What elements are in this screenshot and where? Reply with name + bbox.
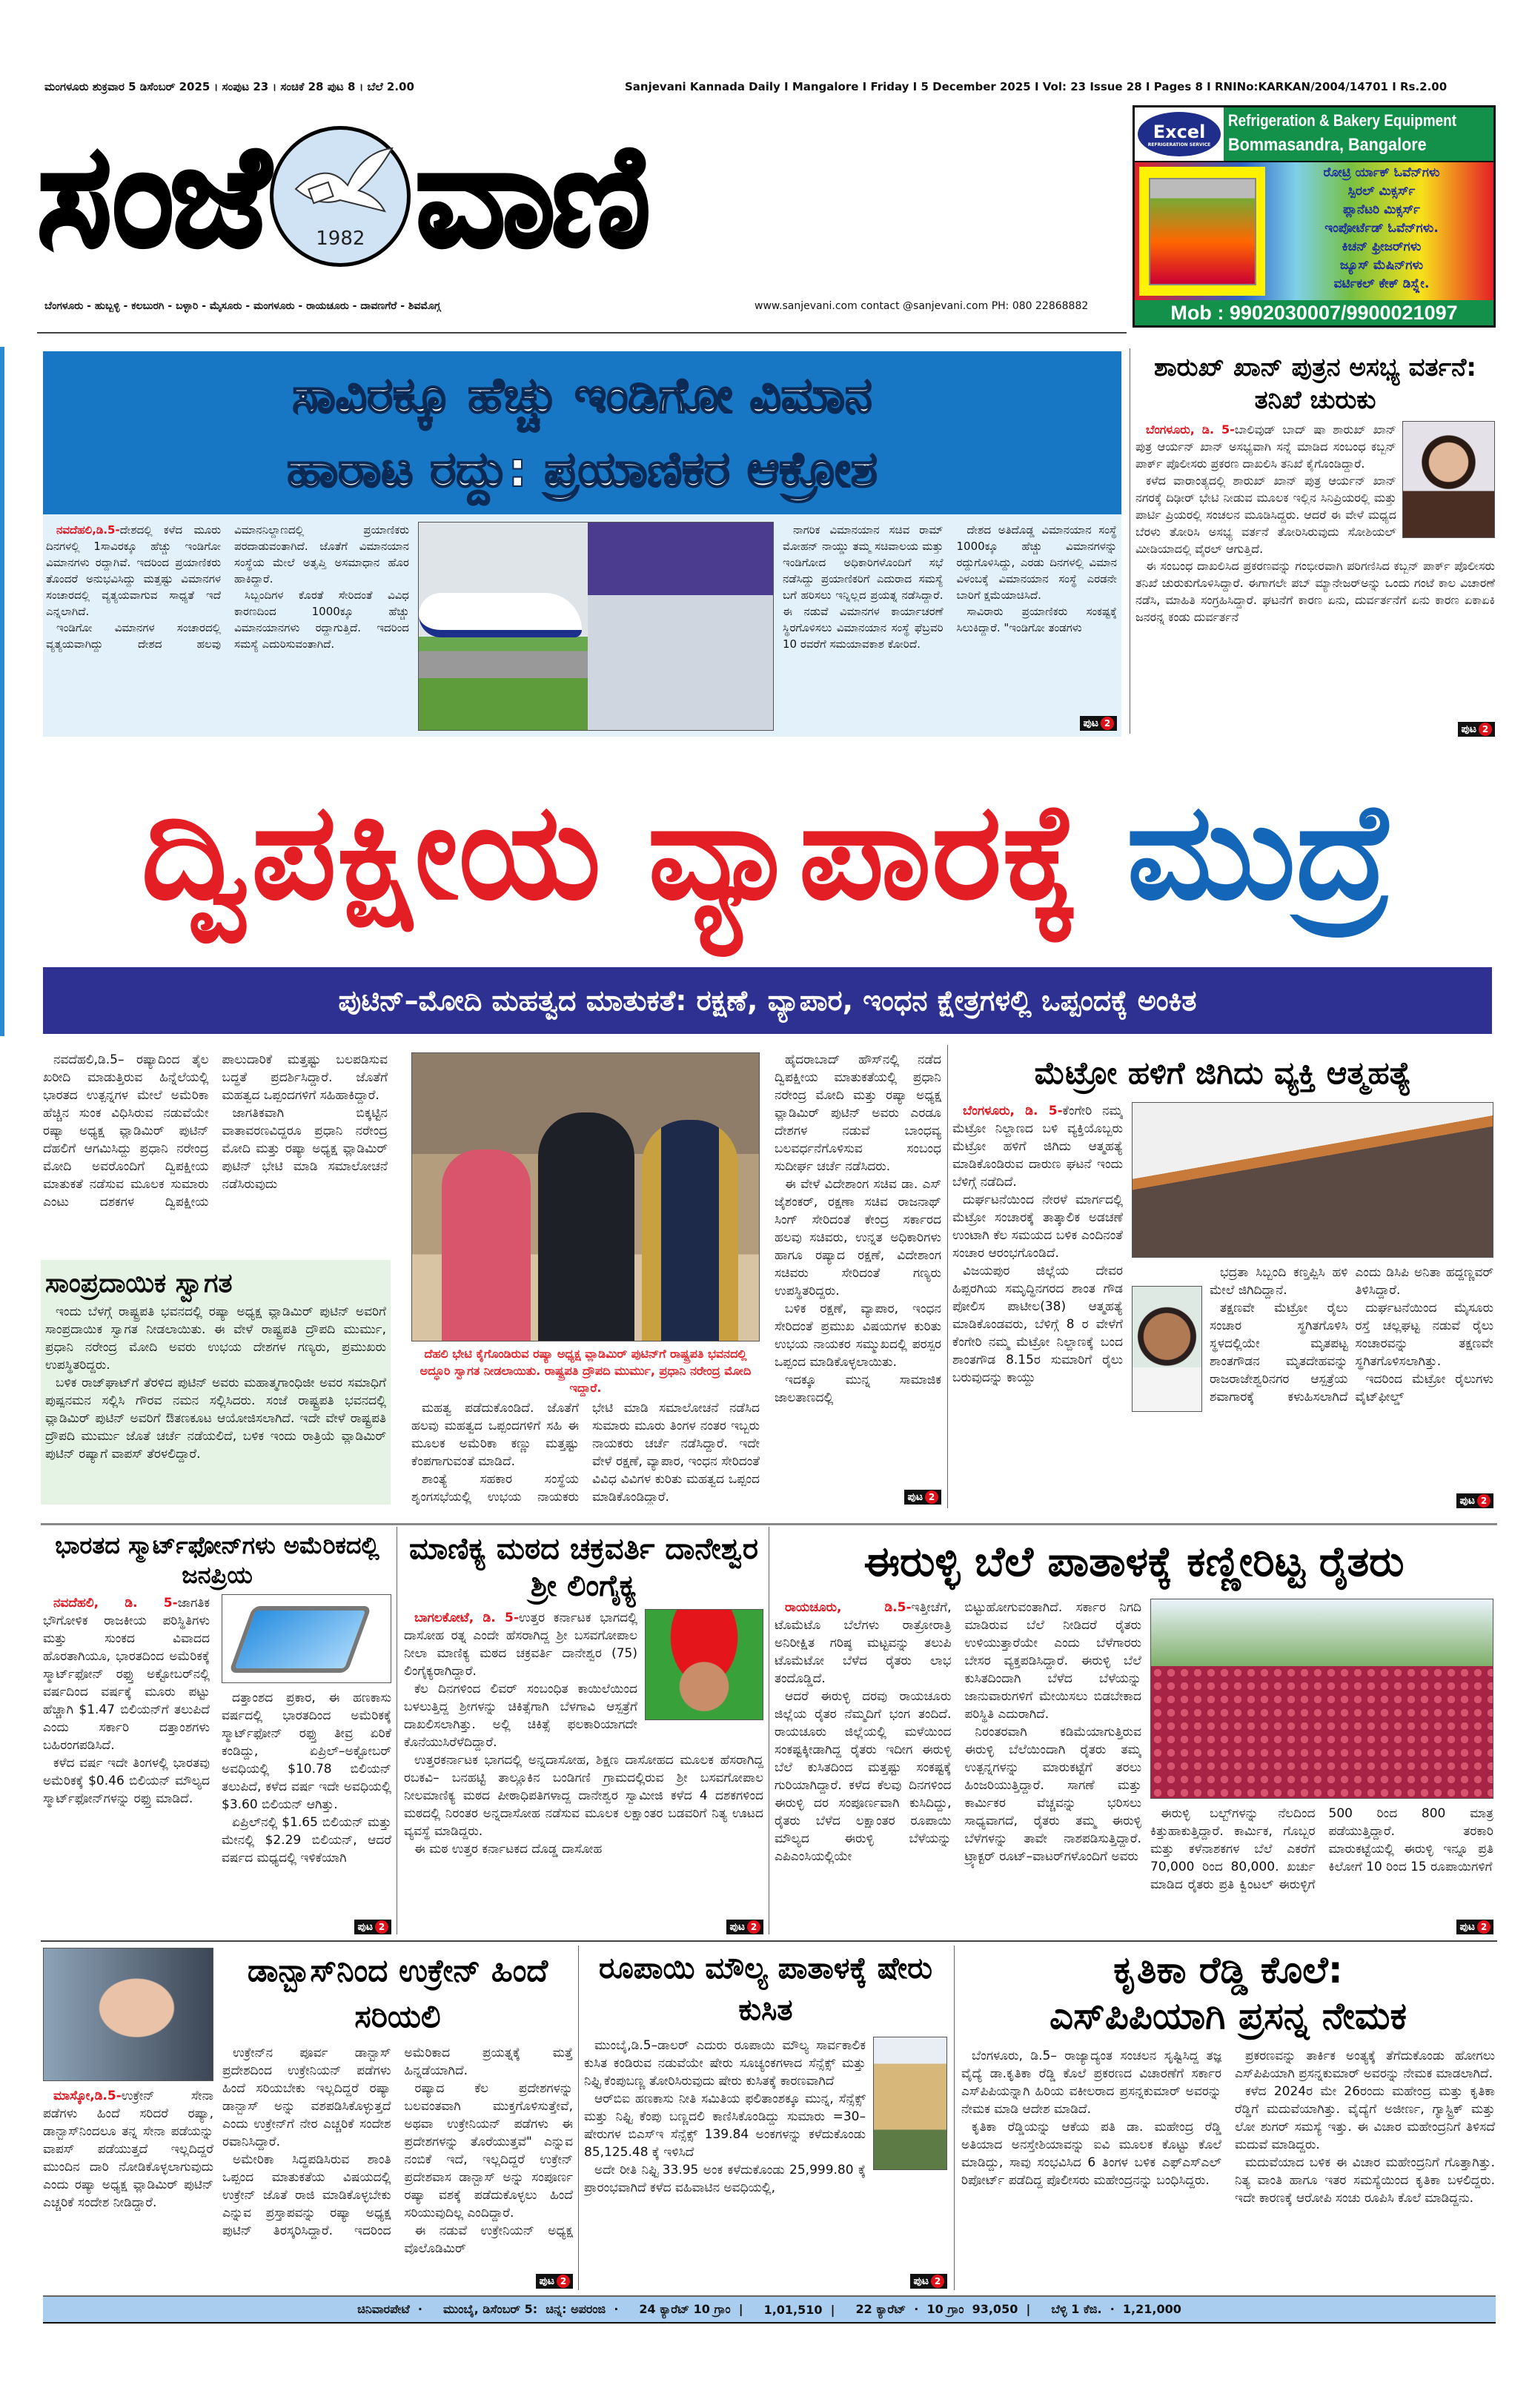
paragraph-text: ಈ ಮಠ ಉತ್ತರ ಕರ್ನಾಟಕದ ದೊಡ್ಡ ದಾಸೋಹ [414, 1842, 603, 1857]
paragraph [952, 1102, 1123, 1191]
paragraph-text: ಕಳೆದ ವರ್ಷ ಇದೇ ತಿಂಗಳಲ್ಲಿ ಭಾರತವು ಅಮೆರಿಕಕ್ಕೆ $0.46 ಬಿಲಿಯನ್ ಮೌಲ್ಯದ ಸ್ಮಾರ್ಟ್‌ಫೋನ್‌ಗಳನ್ನು ರಫ್ತು ಮಾಡಿದೆ. [43, 1756, 210, 1806]
putin-photo [43, 1948, 213, 2081]
paragraph [775, 1371, 941, 1407]
metro-body-1 [952, 1102, 1123, 1508]
list-item: ಕಿಚನ್ ಫ್ರೀಜರ್‌ಗಳು [1342, 239, 1422, 254]
seer-headline: ಮಾಣಿಕ್ಯ ಮಠದ ಚಕ್ರವರ್ತಿ ದಾನೇಶ್ವರ ಶ್ರೀ ಲಿಂಗೈಕ್ಯ [409, 1532, 758, 1603]
continued-page-link[interactable]: ಪುಟ 2 [1456, 1493, 1493, 1508]
paragraph [1150, 1805, 1493, 1894]
kritika-headline-2: ಎಸ್‌ಪಿಪಿಯಾಗಿ ಪ್ರಸನ್ನ ನೇಮಕ [1049, 1994, 1407, 2037]
paragraph-text: ಇಂದು ಬೆಳಗ್ಗೆ ರಾಷ್ಟ್ರಪತಿ ಭವನದಲ್ಲಿ ರಷ್ಯಾ ಅಧ್ಯಕ್ಷ ವ್ಲಾಡಿಮಿರ್ ಪುಟಿನ್ ಅವರಿಗೆ ಸಾಂಪ್ರದಾಯಿಕ ಸ್ವಾಗತ ನೀಡಲಾಯಿತು. ಈ ವೇಳೆ ರಾಷ್ಟ್ರಪತಿ ದ್ರೌಪದಿ ಮುರ್ಮು, ಪ್ರಧಾನಿ ನರೇಂದ್ರ ಮೋದಿ ಅವರು ಉಭಯ ದೇಶಗಳ ಗಣ್ಯರು, ಪ್ರಮುಖರು ಉಪಸ್ಥಿತರಿದ್ದರು. [45, 1304, 386, 1373]
paragraph-text: ಜಾಗತಿಕ ಭೌಗೋಳಿಕ ರಾಜಕೀಯ ಪರಿಸ್ಥಿತಿಗಳು ಮತ್ತು ಸುಂಕದ ವಿವಾದದ ಹೊರತಾಗಿಯೂ, ಭಾರತದಿಂದ ಅಮೆರಿಕಕ್ಕೆ ಸ್ಮಾರ್ಟ್‌ಫೋನ್ ರಫ್ತು ಅಕ್ಟೋಬರ್‌ನಲ್ಲಿ ವರ್ಷದಿಂದ ವರ್ಷಕ್ಕೆ ಮೂರು ಪಟ್ಟು ಹೆಚ್ಚಾಗಿ $1.47 ಬಿಲಿಯನ್‌ಗೆ ತಲುಪಿದೆ ಎಂದು ಸರ್ಕಾರಿ ದತ್ತಾಂಶಗಳು ಬಹಿರಂಗಪಡಿಸಿದೆ. [43, 1596, 210, 1753]
seer-photo [645, 1609, 763, 1720]
paragraph-text: ಉಕ್ರೇನ್ ಸೇನಾ ಪಡೆಗಳು ಹಿಂದೆ ಸರಿದರೆ ರಷ್ಯಾ, ಡಾನ್ಬಾಸ್‌ನಿಂದಲೂ ತನ್ನ ಸೇನಾ ಪಡೆಯನ್ನು ವಾಪಸ್ ಪಡೆಯುತ್ತದೆ ಇಲ್ಲದಿದ್ದರೆ ಮುಂದಿನ ದಾರಿ ನೋಡಿಕೊಳ್ಳಲಾಗುವುದು ಎಂದು ರಷ್ಯಾ ಅಧ್ಯಕ್ಷ ವ್ಲಾಡಿಮಿರ್ ಪುಟಿನ್ ಎಚ್ಚರಿಕೆ ಸಂದೇಶ ನೀಡಿದ್ದಾರೆ. [43, 2089, 213, 2210]
ad-location: Bommasandra, Bangalore [1228, 135, 1427, 155]
paragraph [965, 1723, 1142, 1865]
masthead-logo [37, 104, 646, 289]
list-item: ಮುಂಬೈ, ಡಿಸೆಂಬರ್ 5: ಚಿನ್ನ: ಅಪರಂಜಿ · [442, 2302, 619, 2316]
paragraph [1235, 2047, 1495, 2083]
paragraph [234, 587, 409, 652]
contact-info: www.sanjevani.com contact @sanjevani.com PH: 080 22868882 [755, 300, 1089, 312]
box-title: ಸಾಂಪ್ರದಾಯಿಕ ಸ್ವಾಗತ [45, 1268, 233, 1298]
paragraph-text: ಇತ್ತೀಚೆಗೆ, ಟೊಮೆಟೊ ಬೆಲೆಗಳು ರಾತ್ರೋರಾತ್ರಿ ಅನಿರೀಕ್ಷಿತ ಗರಿಷ್ಠ ಮಟ್ಟವನ್ನು ತಲುಪಿ ಟೊಮೆಟೋ ಬೆಳೆದ ರೈತರು ಲಾಭ ತಂದೊಡ್ಡಿದೆ. [775, 1600, 952, 1686]
ad-product-image [1139, 167, 1265, 296]
paragraph-text: ಕೆಂಗೇರಿ ನಮ್ಮ ಮೆಟ್ರೋ ನಿಲ್ದಾಣದ ಬಳಿ ವ್ಯಕ್ತಿಯೊಬ್ಬರು ಮೆಟ್ರೋ ಹಳಿಗೆ ಜಿಗಿದು ಆತ್ಮಹತ್ಯೆ ಮಾಡಿಕೊಂಡಿರುವ ದಾರುಣ ಘಟನೆ ಇಂದು ಬೆಳಿಗ್ಗೆ ನಡೆದಿದೆ. [952, 1104, 1123, 1190]
paragraph-text: ವಿಜಯಪುರ ಜಿಲ್ಲೆಯ ದೇವರ ಹಿಪ್ಪರಗಿಯ ಸಮೃದ್ಧಿನಗರದ ಶಾಂತ ಗೌಡ ಪೋಲಿಸ ಪಾಟೀಲ(38) ಆತ್ಮಹತ್ಯೆ ಮಾಡಿಕೊಂಡವರು, ಬೆಳಿಗ್ಗೆ 8 ರ ವೇಳೆಗೆ ಕೆಂಗೇರಿ ನಮ್ಮ ಮೆಟ್ರೋ ನಿಲ್ದಾಣಕ್ಕೆ ಬಂದ ಶಾಂತಗೌಡ 8.15ರ ಸುಮಾರಿಗೆ ರೈಲು ಬರುವುದನ್ನು ಕಾಯ್ದು [952, 1264, 1123, 1385]
paragraph [43, 1594, 210, 1754]
paragraph-text: ಆರ್‌ಬಿಐ ಹಣಕಾಸು ನೀತಿ ಸಮಿತಿಯ ಫಲಿತಾಂಶಕ್ಕೂ ಮುನ್ನ, ಸೆನ್ಸೆಕ್ಸ್ ಮತ್ತು ನಿಫ್ಟಿ ಕೆಂಪು ಬಣ್ಣದಲಿ ಕಾಣಿಸಿಕೊಂಡಿದ್ದು ಸುಮಾರು =30–ಷೇರುಗಳ ಬಿಎಸ್‌ಇ ಸೆನ್ಸೆಕ್ಸ್ 139.84 ಅಂಕಗಳನ್ನು ಕಳೆದುಕೊಂಡು 85,125.48 ಕ್ಕೆ ಇಳಿಸಿದೆ [584, 2092, 866, 2160]
onion-story [775, 1530, 1493, 1934]
ad-brand-sub: REFRIGERATION SERVICE [1147, 142, 1211, 147]
paragraph-text: ಇದರಿಂದ ಮೆಟ್ರೋ ರೈಲುಗಳು ವೈಟ್‌ಫೀಲ್ಡ್ [1355, 1372, 1493, 1404]
list-item: ಬೆಳ್ಳಿ 1 ಕೆಜಿ. · 1,21,000 [1051, 2302, 1181, 2316]
paragraph [957, 522, 1118, 603]
paragraph [1356, 1370, 1494, 1406]
paragraph-text: ಬಳಿಕ ರಕ್ಷಣೆ, ವ್ಯಾಪಾರ, ಇಂಧನ ಸೇರಿದಂತೆ ಪ್ರಮುಖ ವಿಷಯಗಳ ಕುರಿತು ಉಭಯ ನಾಯಕರ ಸಮ್ಮುಖದಲ್ಲಿ ಪರಸ್ಪರ ಒಪ್ಪಂದ ಮಾಡಿಕೊಳ್ಳಲಾಯಿತು. [775, 1301, 941, 1370]
indigo-headline-1: ಸಾವಿರಕ್ಕೂ ಹೆಚ್ಚು ಇಂಡಿಗೋ ವಿಮಾನ [292, 367, 872, 424]
srk-headline: ಶಾರುಖ್ ಖಾನ್ ಪುತ್ರನ ಅಸಭ್ಯ ವರ್ತನೆ: ತನಿಖೆ ಚುರುಕು [1154, 353, 1476, 415]
rupee-headline: ರೂಪಾಯಿ ಮೌಲ್ಯ ಪಾತಾಳಕ್ಕೆ ಷೇರು ಕುಸಿತ [599, 1951, 932, 2027]
paragraph [961, 2118, 1221, 2189]
paragraph-text: ರಷ್ಯಾದ ಕೆಲ ಪ್ರದೇಶಗಳನ್ನು ಬಲವಂತವಾಗಿ ಮುಕ್ತಗೊಳಿಸುತ್ತೇವೆ, ಅಥವಾ ಉಕ್ರೇನಿಯನ್ ಪಡೆಗಳು ಈ ಪ್ರದೇಶಗಳನ್ನು ತೊರೆಯುತ್ತವೆ" ಎನ್ನುವ ನಂಬಿಕೆ ಇದೆ, ಇಲ್ಲದಿದ್ದರೆ ಉಕ್ರೇನ್ ಪ್ರದೇಶವಾಸ ಡಾನ್ಬಾಸ್ ಅನ್ನು ಸಂಪೂರ್ಣ ರಷ್ಯಾ ವಶಕ್ಕೆ ಪಡೆದುಕೊಳ್ಳಲು ಹಿಂದೆ ಸರಿಯುವುದಿಲ್ಲ ಎಂದಿದ್ದಾರೆ. [404, 2081, 573, 2220]
logo-part-1: ಸಂಜೆ [37, 114, 266, 278]
paragraph [957, 603, 1118, 636]
smartphones-body-2 [222, 1683, 391, 1917]
paragraph-text: ಕೆಲ ದಿನಗಳಿಂದ ಲಿವರ್ ಸಂಬಂಧಿತ ಕಾಯಿಲೆಯಿಂದ ಬಳಲುತ್ತಿದ್ದ ಶ್ರೀಗಳನ್ನು ಚಿಕಿತ್ಸೆಗಾಗಿ ಬೆಳಗಾವಿ ಆಸ್ಪತ್ರೆಗೆ ದಾಖಲಿಸಲಾಗಿತ್ತು. ಅಲ್ಲಿ ಚಿಕಿತ್ಸೆ ಫಲಕಾರಿಯಾಗದೇ ಕೊನೆಯುಸಿರೆಳೆದಿದ್ದಾರೆ. [404, 1682, 637, 1750]
traditional-welcome-box [41, 1260, 391, 1505]
list-item: 22 ಕ್ಯಾರೆಟ್ · 10 ಗ್ರಾಂ 93,050 | [855, 2302, 1031, 2316]
paragraph-text: ಕಳೆದ ವಾರಾಂತ್ಯದಲ್ಲಿ ಶಾರುಖ್ ಖಾನ್ ಪುತ್ರ ಆರ್ಯನ್ ಖಾನ್ ನಗರಕ್ಕೆ ದಿಢೀರ್ ಭೇಟಿ ನೀಡುವ ಮೂಲಕ ಇಲ್ಲಿನ ಸಿನಿಪ್ರಿಯರಲ್ಲಿ ಮತ್ತು ಪಾರ್ಟಿ ಪ್ರಿಯರಲ್ಲಿ ಸಂಚಲನ ಮೂಡಿಸಿದ್ದರು. ಆದರೆ ಈ ವೇಳೆ ಮಧ್ಯದ ಬೆರಳು ತೋರಿಸಿ ಅಸಭ್ಯ ವರ್ತನೆ ತೋರಿಸಿರುವುದು ಸೋಶಿಯಲ್ ಮೀಡಿಯಾದಲ್ಲಿ ವೈರಲ್ ಆಗುತ್ತಿದೆ. [1135, 474, 1396, 556]
paragraph-text: ಮದುವೆಯಾದ ಬಳಿಕ ಈ ವಿಚಾರ ಮಹೇಂದ್ರನಿಗೆ ಗೊತ್ತಾಗಿತ್ತು. ನಿತ್ಯ ವಾಂತಿ ಹಾಗೂ ಇತರ ಸಮಸ್ಯೆಯಿಂದ ಕೃತಿಕಾ ಬಳಲಿದ್ದರು. ಇದೇ ಕಾರಣಕ್ಕೆ ಆರೋಪಿ ಸಂಚು ರೂಪಿಸಿ ಕೊಲೆ ಮಾಡಿದ್ದನು. [1235, 2155, 1495, 2206]
smartphones-story [43, 1530, 391, 1934]
indigo-headline-2: ಹಾರಾಟ ರದ್ದು: ಪ್ರಯಾಣಿಕರ ಆಕ್ರೋಶ [287, 441, 878, 498]
advertisement-excel[interactable] [1133, 105, 1496, 328]
lead-headline [37, 749, 1497, 960]
paragraph-text: ಅದೇ ರೀತಿ ನಿಫ್ಟಿ 33.95 ಅಂಕ ಕಳೆದುಕೊಂಡು 25,999.80 ಕ್ಕೆ ಪ್ರಾರಂಭವಾಗಿದೆ ಕಳೆದ ವಹಿವಾಟಿನ ಅವಧಿಯಲ್ಲಿ, [584, 2163, 866, 2195]
continued-page-link[interactable]: ಪುಟ 2 [910, 2274, 947, 2289]
gold-rate-bar [43, 2295, 1496, 2324]
paragraph-text: ನವದೆಹಲಿ,ಡಿ.5– ರಷ್ಯಾದಿಂದ ತೈಲ ಖರೀದಿ ಮಾಡುತ್ತಿರುವ ಹಿನ್ನೆಲೆಯಲ್ಲಿ ಭಾರತದ ಉತ್ಪನ್ನಗಳ ಮೇಲೆ ಅಮೆರಿಕಾ ಹೆಚ್ಚಿನ ಸುಂಕ ವಿಧಿಸಿರುವ ನಡುವೆಯೇ ರಷ್ಯಾ ಅಧ್ಯಕ್ಷ ವ್ಲಾಡಿಮಿರ್ ಪುಟಿನ್ ದೆಹಲಿಗೆ ಆಗಮಿಸಿದ್ದು ಪ್ರಧಾನಿ ನರೇಂದ್ರ ಮೋದಿ ಅವರೊಂದಿಗೆ ದ್ವಿಪಕ್ಷೀಯ ಮಾತುಕತೆ ನಡೆಸುವ ಮೂಲಕ ಸುಮಾರು ಎಂಟು ದಶಕಗಳ ದ್ವಿಪಕ್ಷೀಯ ಪಾಲುದಾರಿಕೆ ಮತ್ತಷ್ಟು ಬಲಪಡಿಸುವ ಬದ್ಧತೆ ಪ್ರದರ್ಶಿಸಿದ್ದಾರೆ. ಜೊತೆಗೆ ಮಹತ್ವದ ಒಪ್ಪಂದಗಳಿಗೆ ಸಹಿಹಾಕಿದ್ದಾರೆ. [43, 1052, 388, 1210]
paragraph [1235, 2154, 1495, 2207]
dateline: ನವದೆಹಲಿ, ಡಿ. 5- [53, 1596, 178, 1611]
aryan-khan-photo [1402, 421, 1495, 538]
paragraph-text: ಉತ್ತರಕರ್ನಾಟಕ ಭಾಗದಲ್ಲಿ ಅನ್ನದಾಸೋಹ, ಶಿಕ್ಷಣ ದಾಸೋಹದ ಮೂಲಕ ಹೆಸರಾಗಿದ್ದ ರಬಕವಿ– ಬನಹಟ್ಟಿ ತಾಲ್ಲೂಕಿನ ಬಂಡಿಗಣಿ ಗ್ರಾಮದಲ್ಲಿರುವ ಶ್ರೀ ಬಸವಗೋಪಾಲ ನೀಲಮಾಣಿಕ್ಯ ಮಠದ ಪೀಠಾಧಿಪತಿಗಳಾದ್ದ ದಾನೇಶ್ವರ ಸ್ವಾಮೀಜಿ ಕಳೆದ 4 ದಶಕಗಳಿಂದ ಮಠದಲ್ಲಿ ನಿರಂತರ ಅನ್ನದಾಸೋಹ ನಡೆಸುವ ಮೂಲಕ ಲಕ್ಷಾಂತರ ಬಡವರಿಗೆ ನಿತ್ಯ ಊಟದ ವ್ಯವಸ್ಥೆ ಮಾಡಿದ್ದರು. [404, 1753, 763, 1839]
paragraph-text: ಕೃತಿಕಾ ರೆಡ್ಡಿಯನ್ನು ಆಕೆಯ ಪತಿ ಡಾ. ಮಹೇಂದ್ರ ರೆಡ್ಡಿ ಅತಿಯಾದ ಅನಸ್ತೇಶಿಯಾವನ್ನು ಐವಿ ಮೂಲಕ ಕೊಟ್ಟು ಕೊಲೆ ಮಾಡಿದ್ದು, ಸಾವು ಸಂಭವಿಸಿದ 6 ತಿಂಗಳ ಬಳಿಕ ಎಫ್‌ಎಸ್‌ಎಲ್ ರಿಪೋರ್ಟ್ ಪಡೆದಿದ್ದ ಪೊಲೀಸರು ಮಹೇಂದ್ರನನ್ನು ಬಂಧಿಸಿದ್ದರು. [961, 2120, 1221, 2188]
paragraph-text: ಈರುಳ್ಳಿ ಬಲ್ಬ್‌ಗಳನ್ನು ನೆಲದಿಂದ ಕಿತ್ತುಹಾಕುತ್ತಿದ್ದಾರೆ. ಕಾರ್ಮಿಕ, ಗೊಬ್ಬರ ಮತ್ತು ಕಳೆನಾಶಕಗಳ ಬೆಲೆ ಎಕರೆಗೆ 70,000 ರಿಂದ 80,000. ಖರ್ಚು ಮಾಡಿದ ರೈತರು ಪ್ರತಿ ಕ್ವಿಂಟಲ್ ಈರುಳ್ಳಿಗೆ 500 ರಿಂದ 800 ಮಾತ್ರ ಪಡೆಯುತ್ತಿದ್ದಾರೆ. ತರಕಾರಿ ಮಾರುಕಟ್ಟೆಯಲ್ಲಿ ಈರುಳ್ಳಿ ಇನ್ನೂ ಪ್ರತಿ ಕಿಲೋಗೆ 10 ರಿಂದ 15 ರೂಪಾಯಿಗಳಿಗೆ [1150, 1806, 1493, 1892]
paragraph [45, 1374, 386, 1463]
paragraph-text: ಭದ್ರತಾ ಸಿಬ್ಬಂದಿ ಕಣ್ತಪ್ಪಿಸಿ ಹಳಿ ಮೇಲೆ ಜಿಗಿದಿದ್ದಾನೆ. [1210, 1265, 1348, 1298]
dateline: ಬೆಂಗಳೂರು, ಡಿ. 5- [963, 1104, 1063, 1118]
paragraph [46, 522, 221, 620]
paragraph [222, 1689, 391, 1814]
metro-body-2 [1210, 1264, 1493, 1491]
paragraph [783, 522, 944, 652]
seer-story [404, 1530, 763, 1934]
paragraph [404, 1840, 763, 1858]
kritika-body [961, 2047, 1495, 2289]
paragraph [222, 2044, 391, 2151]
paragraph-text: ಬಾಲಿವುಡ್ ಬಾದ್ ಷಾ ಶಾರುಖ್ ಖಾನ್ ಪುತ್ರ ಆರ್ಯನ್ ಖಾನ್ ಅಸಭ್ಯವಾಗಿ ಸನ್ನೆ ಮಾಡಿದ ಸಂಬಂಧ ಕಬ್ಬನ್ ಪಾರ್ಕ್ ಪೊಲೀಸರು ಪ್ರಕರಣ ದಾಖಲಿಸಿ ತನಿಖೆ ಕೈಗೊಂಡಿದ್ದಾರೆ. [1135, 422, 1396, 471]
paragraph [775, 1051, 941, 1175]
lead-subheadline: ಪುಟಿನ್–ಮೋದಿ ಮಹತ್ವದ ಮಾತುಕತೆ: ರಕ್ಷಣೆ, ವ್ಯಾಪಾರ, ಇಂಧನ ಕ್ಷೇತ್ರಗಳಲ್ಲಿ ಒಪ್ಪಂದಕ್ಕೆ ಅಂಕಿತ [43, 967, 1492, 1034]
list-item: ಸ್ಪಿರಲ್ ಮಿಕ್ಸರ್ಸ್ [1347, 184, 1416, 199]
founding-year: 1982 [316, 228, 365, 250]
bse-building-photo [873, 2037, 947, 2170]
lead-body-3 [775, 1051, 941, 1487]
metro-station-crowd-photo [1132, 1102, 1493, 1258]
paragraph-text: ಇಂಡಿಗೋ ವಿಮಾನಗಳ ಸಂಚಾರದಲ್ಲಿ ವ್ಯತ್ಯಯವಾಗಿದ್ದು ದೇಶದ ಹಲವು ವಿಮಾನನಿಲ್ದಾಣದಲ್ಲಿ ಪ್ರಯಾಣಿಕರು ಪರದಾಡುವಂತಾಗಿದೆ. ಜೊತೆಗೆ ವಿಮಾನಯಾನ ಸಂಸ್ಥೆಯ ಮೇಲೆ ಅತೃಪ್ತಿ ಅಸಮಾಧಾನ ಹೊರ ಹಾಕಿದ್ದಾರೆ. [46, 523, 409, 651]
smartphone-photo [222, 1594, 391, 1683]
paragraph-text: ಇದಕ್ಕೂ ಮುನ್ನ ಸಾಮಾಜಿಕ ಜಾಲತಾಣದಲ್ಲಿ [775, 1373, 941, 1405]
paragraph-text: ಈ ವೇಳೆ ವಿದೇಶಾಂಗ ಸಚಿವ ಡಾ. ಎಸ್ ಜೈಶಂಕರ್, ರಕ್ಷಣಾ ಸಚಿವ ರಾಜನಾಥ್ ಸಿಂಗ್ ಸೇರಿದಂತೆ ಕೇಂದ್ರ ಸರ್ಕಾರದ ಹಲವು ಸಚಿವರು, ಉನ್ನತ ಅಧಿಕಾರಿಗಳು ಹಾಗೂ ರಷ್ಯಾದ ರಕ್ಷಣೆ, ವಿದೇಶಾಂಗ ಸಚಿವರು ಸೇರಿದಂತೆ ಗಣ್ಯರು ಉಪಸ್ಥಿತರಿದ್ದರು. [775, 1177, 941, 1298]
paragraph-text: ಉಕ್ರೇನ್‌ನ ಪೂರ್ವ ಡಾನ್ಬಾಸ್ ಪ್ರದೇಶದಿಂದ ಉಕ್ರೇನಿಯನ್ ಪಡೆಗಳು ಹಿಂದೆ ಸರಿಯಬೇಕು ಇಲ್ಲದಿದ್ದರೆ ರಷ್ಯಾ ಡಾನ್ಬಾಸ್ ಅನ್ನು ವಶಪಡಿಸಿಕೊಳ್ಳುತ್ತದೆ ಎಂದು ಉಕ್ರೇನ್‌ಗೆ ನೇರ ಎಚ್ಚರಿಕೆ ಸಂದೇಶ ರವಾನಿಸಿದ್ದಾರೆ. [222, 2046, 391, 2149]
continued-page-link[interactable]: ಪುಟ 2 [1080, 716, 1117, 731]
ad-brand: Excel [1153, 121, 1206, 142]
continued-page-link[interactable]: ಪುಟ 2 [1456, 1920, 1493, 1934]
continued-page-link[interactable]: ಪುಟ 2 [354, 1920, 391, 1934]
indigo-headline-banner [43, 351, 1121, 514]
srk-story [1135, 351, 1495, 737]
paragraph-text: ದೇಶದಲ್ಲಿ ಕಳೆದ ಮೂರು ದಿನಗಳಲ್ಲಿ 1ಸಾವಿರಕ್ಕೂ ಹೆಚ್ಚು ಇಂಡಿಗೋ ವಿಮಾನಗಳು ರದ್ದಾಗಿವೆ. ಇದರಿಂದ ಪ್ರಯಾಣಿಕರು ತೊಂದರೆ ಅನುಭವಿಸಿದ್ದು ಮತ್ತಷ್ಟು ವಿಮಾನಗಳ ಸಂಚಾರದಲ್ಲಿ ವ್ಯತ್ಯಯವಾಗುವ ಸಾಧ್ಯತೆ ಇದೆ ಎನ್ನಲಾಗಿದೆ. [46, 523, 221, 618]
paragraph-text: ಬಳಿಕ ರಾಜ್‌ಘಾಟ್‌ಗೆ ತೆರಳಿದ ಪುಟಿನ್ ಅವರು ಮಹಾತ್ಮಗಾಂಧಿಜೀ ಅವರ ಸಮಾಧಿಗೆ ಪುಷ್ಪನಮನ ಸಲ್ಲಿಸಿ ಗೌರವ ನಮನ ಸಲ್ಲಿಸಿದರು. ಸಂಜೆ ರಾಷ್ಟ್ರಪತಿ ಭವನದಲ್ಲಿ ವ್ಲಾಡಿಮಿರ್ ಪುಟಿನ್ ಅವರಿಗೆ ಔತಣಕೂಟ ಆಯೋಜಿಸಲಾಗಿದೆ. ಇದೇ ವೇಳೆ ರಾಷ್ಟ್ರಪತಿ ದ್ರೌಪದಿ ಮುರ್ಮು ಜೊತೆ ಚರ್ಚೆ ನಡೆಯಲಿದೆ, ಬಳಿಕ ಇಂದು ರಾತ್ರಿಯೆ ವ್ಲಾಡಿಮಿರ್ ಪುಟಿನ್ ರಷ್ಯಾಗೆ ವಾಪಸ್ ತೆರಳಲಿದ್ದಾರೆ. [45, 1376, 386, 1462]
dateline: ನವದೆಹಲಿ,ಡಿ.5- [56, 523, 120, 537]
indigo-body-left [46, 522, 409, 731]
dateline: ಮಾಸ್ಕೋ,ಡಿ.5- [53, 2089, 122, 2103]
box-body [45, 1303, 386, 1500]
paragraph [405, 2080, 574, 2222]
paragraph-text: ಕಳೆದ 2024ರ ಮೇ 26ರಂದು ಮಹೇಂದ್ರ ಮತ್ತು ಕೃತಿಕಾ ರೆಡ್ಡಿಗೆ ಮದುವೆಯಾಗಿತ್ತು. ವೈದ್ಯೆಗೆ ಅಜೀರ್ಣ, ಗ್ಯಾಸ್ಟ್ರಿಕ್ ಮತ್ತು ಲೋ ಶುಗರ್ ಸಮಸ್ಯೆ ಇತ್ತು. ಈ ವಿಚಾರ ಮಹೇಂದ್ರನಿಗೆ ತಿಳಿಸದೆ ಮದುವೆ ಮಾಡಿದ್ದರು. [1235, 2084, 1495, 2152]
paragraph-text: ನಾಗರಿಕ ವಿಮಾನಯಾನ ಸಚಿವ ರಾಮ್ ಮೋಹನ್ ನಾಯ್ಡು ತಮ್ಮ ಸಚಿವಾಲಯ ಮತ್ತು ಇಂಡಿಗೋದ ಅಧಿಕಾರಿಗಳೊಂದಿಗೆ ಸಭೆ ನಡೆಸಿದ್ದು ಪ್ರಯಾಣಿಕರಿಗೆ ಎದುರಾದ ಸಮಸ್ಯೆ ಬಗೆ ಹರಿಸಲು ಇನ್ನಿಲ್ಲದ ಪ್ರಯತ್ನ ನಡೆಸಿದ್ದಾರೆ. ಈ ನಡುವೆ ವಿಮಾನಗಳ ಕಾರ್ಯಾಚರಣೆ ಸ್ಥಿರಗೊಳಿಸಲು ವಿಮಾನಯಾನ ಸಂಸ್ಥೆ ಫೆಬ್ರವರಿ 10 ರವರೆಗೆ ಸಮಯಾವಕಾಶ ಕೋರಿದೆ. [783, 523, 944, 651]
dateline: ರಾಯಚೂರು, ಡಿ.5- [785, 1600, 912, 1615]
paragraph-text: ದುರ್ಘಟನೆಯಿಂದ ಮೈಸೂರು ರಸ್ತೆ ಚಲ್ಲಘಟ್ಟ ನಡುವೆ ರೈಲು ಸಂಚಾರವನ್ನು ತಕ್ಷಣವೇ ಸ್ಥಗಿತಗೊಳಿಸಲಾಗಿತ್ತು. [1355, 1301, 1493, 1369]
lead-headline-blue: ಮುದ್ರೆ [1126, 775, 1393, 929]
paragraph [43, 2087, 213, 2212]
rupee-body [584, 2031, 947, 2272]
paragraph-text: ಸಾವಿರಾರು ಪ್ರಯಾಣಿಕರು ಸಂಕಷ್ಟಕ್ಕೆ ಸಿಲುಕಿದ್ದಾರೆ. "ಇಂಡಿಗೋ ತಂಡಗಳು [956, 605, 1117, 634]
list-item: ರೋಟ್ರಿ ರ್ಯಾಕ್ ಓವೆನ್‌ಗಳು [1323, 165, 1440, 180]
rupee-story [584, 1948, 947, 2289]
lead-body-2 [411, 1399, 760, 1505]
paragraph-text: ನಿರಂತರವಾಗಿ ಕಡಿಮೆಯಾಗುತ್ತಿರುವ ಈರುಳ್ಳಿ ಬೆಲೆಯಿಂದಾಗಿ ರೈತರು ತಮ್ಮ ಉತ್ಪನ್ನಗಳನ್ನು ಮಾರುಕಟ್ಟೆಗೆ ತರಲು ಹಿಂಜರಿಯುತ್ತಿದ್ದಾರೆ. ಸಾಗಣೆ ಮತ್ತು ಕಾರ್ಮಿಕರ ವೆಚ್ಚವನ್ನು ಭರಿಸಲು ಸಾಧ್ಯವಾಗದೆ, ರೈತರು ತಮ್ಮ ಈರುಳ್ಳಿ ಬೆಳೆಗಳನ್ನು ತಾವೇ ನಾಶಪಡಿಸುತ್ತಿದ್ದಾರೆ. ಟ್ರ್ಯಾಕ್ಟರ್ ರೂಟ್–ವಾಟರ್‌ಗಳೊಂದಿಗೆ ಅವರು [964, 1725, 1141, 1864]
paragraph-text: ದತ್ತಾಂಶದ ಪ್ರಕಾರ, ಈ ಹಣಕಾಸು ವರ್ಷದಲ್ಲಿ ಭಾರತದಿಂದ ಅಮೆರಿಕಕ್ಕೆ ಸ್ಮಾರ್ಟ್‌ಫೋನ್ ರಫ್ತು ತೀವ್ರ ಏರಿಕೆ ಕಂಡಿದ್ದು, ಏಪ್ರಿಲ್–ಅಕ್ಟೋಬರ್ ಅವಧಿಯಲ್ಲಿ $10.78 ಬಿಲಿಯನ್ ತಲುಪಿದೆ, ಕಳೆದ ವರ್ಷ ಇದೇ ಅವಧಿಯಲ್ಲಿ $3.60 ಬಿಲಿಯನ್ ಆಗಿತ್ತು. [222, 1691, 391, 1812]
paragraph [222, 1814, 391, 1867]
list-item: ಚಿನಿವಾರಪೇಟೆ · [357, 2302, 422, 2316]
list-item: ಇಂಪೋರ್ಟೆಡ್ ಓವೆನ್‌ಗಳು. [1324, 221, 1439, 236]
paragraph-text: ಶಾಂತ್ಯೆ ಸಹಕಾರ ಸಂಸ್ಥೆಯ ಶೃಂಗಸಭೆಯಲ್ಲಿ ಉಭಯ ನಾಯಕರು ಭೇಟಿ ಮಾಡಿ ಸಮಾಲೋಚನೆ ನಡೆಸಿದ ಸುಮಾರು ಮೂರು ತಿಂಗಳ ನಂತರ ಇಬ್ಬರು ನಾಯಕರು ಚರ್ಚೆ ನಡೆಸಿದ್ದಾರೆ. ಇದೇ ವೇಳೆ ರಕ್ಷಣೆ, ವ್ಯಾಪಾರ, ಇಂಧನ ಸೇರಿದಂತೆ ವಿವಿಧ ವಿವಿಗಳ ಕುರಿತು ಮಹತ್ವದ ಒಪ್ಪಂದ ಮಾಡಿಕೊಂಡಿದ್ದಾರೆ. [411, 1401, 760, 1505]
donbas-story [43, 1948, 573, 2289]
dateline: ಬೆಂಗಳೂರು, ಡಿ. 5- [1146, 422, 1235, 437]
donbas-headline: ಡಾನ್ಬಾಸ್‌ನಿಂದ ಉಕ್ರೇನ್ ಹಿಂದೆ ಸರಿಯಲಿ [247, 1952, 548, 2034]
list-item: 24 ಕ್ಯಾರೆಟ್ 10 ಗ್ರಾಂ | [639, 2302, 743, 2316]
excel-logo [1135, 107, 1224, 161]
putin-modi-murmu-photo [411, 1052, 760, 1341]
lead-body-1 [43, 1051, 388, 1257]
ad-title: Refrigeration & Bakery Equipment [1228, 111, 1457, 130]
onion-body-2 [1150, 1799, 1493, 1917]
continued-page-link[interactable]: ಪುಟ 2 [904, 1490, 941, 1505]
paragraph [952, 1262, 1123, 1387]
paragraph [952, 1191, 1123, 1262]
paragraph-text: ಜಾಗತಿಕವಾಗಿ ಬಿಕ್ಕಟ್ಟಿನ ವಾತಾವರಣವಿದ್ದರೂ ಪ್ರಧಾನಿ ನರೇಂದ್ರ ಮೋದಿ ಮತ್ತು ರಷ್ಯಾ ಅಧ್ಯಕ್ಷ ವ್ಲಾಡಿಮಿರ್ ಪುಟಿನ್ ಭೇಟಿ ಮಾಡಿ ಸಮಾಲೋಚನೆ ನಡೆಸಿರುವುದು [222, 1106, 388, 1192]
logo-part-2: ವಾಣಿ [415, 114, 646, 278]
paragraph-text: ಆದರೆ ಈರುಳ್ಳಿ ದರವು ರಾಯಚೂರು ಜಿಲ್ಲೆಯ ರೈತರ ನೆಮ್ಮದಿಗೆ ಭಂಗ ತಂದಿದೆ. ರಾಯಚೂರು ಜಿಲ್ಲೆಯಲ್ಲಿ ಮಳೆಯಿಂದ ಸಂಕಷ್ಟಕ್ಕೀಡಾಗಿದ್ದ ರೈತರು ಇದೀಗ ಈರುಳ್ಳಿ ಬೆಲೆ ಕುಸಿತದಿಂದ ಮತ್ತಷ್ಟು ಸಂಕಷ್ಟಕ್ಕೆ ಗುರಿಯಾಗಿದ್ದಾರೆ. ಕಳೆದ ಕೆಲವು ದಿನಗಳಿಂದ ಈರುಳ್ಳಿ ದರ ಸಂಪೂರ್ಣವಾಗಿ ಕುಸಿದಿದ್ದು, ರೈತರು ಬೆಳೆದ ಲಕ್ಷಾಂತರ ರೂಪಾಯಿ ಮೌಲ್ಯದ ಈರುಳ್ಳಿ ಬೆಳೆಯನ್ನು ಎಪಿಎಂಸಿಯಲ್ಲಿಯೇ ಬಿಟ್ಟುಹೋಗುವಂತಾಗಿದೆ. ಸರ್ಕಾರ ನಿಗದಿ ಮಾಡಿರುವ ಬೆಲೆ ನೀಡಿದರೆ ರೈತರು ಉಳಿಯುತ್ತಾರೆಯೇ ಎಂದು ಬೆಳೆಗಾರರು ಬೇಸರ ವ್ಯಕ್ತಪಡಿಸಿದ್ದಾರೆ. ಈರುಳ್ಳಿ ಬೆಲೆ ಕುಸಿತದಿಂದಾಗಿ ಬೆಳೆದ ಬೆಳೆಯನ್ನು ಜಾನುವಾರುಗಳಿಗೆ ಮೇಯಿಸಲು ಬಿಡಬೇಕಾದ ಪರಿಸ್ಥಿತಿ ಎದುರಾಗಿದೆ. [775, 1600, 1141, 1864]
lead-photo-caption: ದೆಹಲಿ ಭೇಟಿ ಕೈಗೊಂಡಿರುವ ರಷ್ಯಾ ಅಧ್ಯಕ್ಷ ವ್ಲಾಡಿಮಿರ್ ಪುಟಿನ್‌ಗೆ ರಾಷ್ಟ್ರಪತಿ ಭವನದಲ್ಲಿ ಅದ್ಧೂರಿ ಸ್ವಾಗತ ನೀಡಲಾಯಿತು. ರಾಷ್ಟ್ರಪತಿ ದ್ರೌಪದಿ ಮುರ್ಮು, ಪ್ರಧಾನಿ ನರೇಂದ್ರ ಮೋದಿ ಇದ್ದಾರೆ. [420, 1347, 752, 1395]
continued-page-link[interactable]: ಪುಟ 2 [1458, 722, 1495, 737]
paragraph-text: ಸಿಬ್ಬಂದಿಗಳ ಕೊರತೆ ಸೇರಿದಂತೆ ವಿವಿಧ ಕಾರಣದಿಂದ 1000ಕ್ಕೂ ಹೆಚ್ಚು ವಿಮಾನಯಾನಗಳು ರದ್ದಾಗುತ್ತಿದೆ. ಇದರಿಂದ ಸಮಸ್ಯೆ ಎದುರಿಸುವಂತಾಗಿದೆ. [234, 588, 409, 651]
paragraph-text: ಪ್ರಕರಣವನ್ನು ತಾರ್ಕಿಕ ಅಂತ್ಯಕ್ಕೆ ತೆಗೆದುಕೊಂಡು ಹೋಗಲು ಎಸ್‌ಪಿಪಿಯಾಗಿ ಪ್ರಸನ್ನಕುಮಾರ್ ಅವರನ್ನು ನೇಮಕ ಮಾಡಲಾಗಿದೆ. [1235, 2049, 1495, 2081]
donbas-body-2 [222, 2040, 573, 2272]
victim-photo [1132, 1286, 1202, 1412]
paragraph [961, 2047, 1221, 2118]
paragraph [1210, 1264, 1348, 1299]
paragraph-text: ಅಮೇರಿಕಾ ಸಿದ್ಧಪಡಿಸಿರುವ ಶಾಂತಿ ಒಪ್ಪಂದ ಮಾತುಕತೆಯ ವಿಷಯದಲ್ಲಿ ಉಕ್ರೇನ್ ಜೊತೆ ರಾಜಿ ಮಾಡಿಕೊಳ್ಳಬೇಕು ಎನ್ನುವ ಪ್ರಸ್ತಾಪವನ್ನು ರಷ್ಯಾ ಅಧ್ಯಕ್ಷ ಪುಟಿನ್ ತಿರಸ್ಕರಿಸಿದ್ದಾರೆ. ಇದರಿಂದ ಅಮೆರಿಕಾದ ಪ್ರಯತ್ನಕ್ಕೆ ಮತ್ತೆ ಹಿನ್ನಡೆಯಾಗಿದೆ. [222, 2046, 573, 2238]
indigo-story [43, 351, 1121, 737]
paragraph [1135, 557, 1495, 626]
ad-mobile: Mob : 9902030007/9900021097 [1135, 300, 1493, 325]
paragraph [1356, 1299, 1494, 1370]
paragraph-text: ಏಪ್ರಿಲ್‌ನಲ್ಲಿ $1.65 ಬಿಲಿಯನ್ ಮತ್ತು ಮೇನಲ್ಲಿ $2.29 ಬಿಲಿಯನ್, ಆದರೆ ವರ್ಷದ ಮಧ್ಯದಲ್ಲಿ ಇಳಿಕೆಯಾಗಿ [222, 1815, 391, 1865]
paragraph-text: ಈ ನಡುವೆ ಉಕ್ರೇನಿಯನ್ ಅಧ್ಯಕ್ಷ ವೊಲೊಡಿಮಿರ್ [404, 2223, 573, 2256]
list-item: 1,01,510 | [763, 2302, 835, 2317]
paragraph-text: ದುರ್ಘಟನೆಯಿಂದ ನೇರಳೆ ಮಾರ್ಗದಲ್ಲಿ ಮೆಟ್ರೋ ಸಂಚಾರಕ್ಕೆ ತಾತ್ಕಾಲಿಕ ಅಡಚಣೆ ಉಂಟಾಗಿ ಕೆಲ ಸಮಯದ ಬಳಿಕ ಎಂದಿನಂತೆ ಸಂಚಾರ ಆರಂಭಗೊಂಡಿದೆ. [952, 1193, 1123, 1261]
metro-headline: ಮೆಟ್ರೋ ಹಳಿಗೆ ಜಿಗಿದು ವ್ಯಕ್ತಿ ಆತ್ಮಹತ್ಯೆ [1034, 1055, 1412, 1091]
metro-story [952, 1049, 1493, 1508]
paragraph-text: ದೇಶದ ಅತಿದೊಡ್ಡ ವಿಮಾನಯಾನ ಸಂಸ್ಥೆ 1000ಕ್ಕೂ ಹೆಚ್ಚು ವಿಮಾನಗಳನ್ನು ರದ್ದುಗೊಳಿಸಿದ್ದು, ಎರಡು ದಿನಗಳಲ್ಲಿ ವಿಮಾನ ವಿಳಂಬಕ್ಕೆ ವಿಮಾನಯಾನ ಸಂಸ್ಥೆ ಎರಡನೇ ಬಾರಿಗೆ ಕ್ಷಮೆಯಾಚಿಸಿದೆ. [956, 523, 1117, 602]
continued-page-link[interactable]: ಪುಟ 2 [726, 1920, 763, 1934]
paragraph-text: ಮಹತ್ವ ಪಡೆದುಕೊಂಡಿದೆ. ಜೊತೆಗೆ ಹಲವು ಮಹತ್ವದ ಒಪ್ಪಂದಗಳಿಗೆ ಸಹಿ ಈ ಮೂಲಕ ಅಮೆರಿಕಾ ಕಣ್ಣು ಮತ್ತಷ್ಟು ಕೆಂಪಗಾಗುವಂತೆ ಮಾಡಿದೆ. [411, 1401, 579, 1469]
dateline: ಬಾಗಲಕೋಟೆ, ಡಿ. 5- [414, 1611, 519, 1625]
edition-cities: ಬೆಂಗಳೂರು - ಹುಬ್ಬಳ್ಳಿ - ಕಲಬುರಗಿ - ಬಳ್ಳಾರಿ - ಮೈಸೂರು - ಮಂಗಳೂರು - ರಾಯಚೂರು - ದಾವಣಗೆರೆ - ಶಿವಮೊಗ್ಗ [44, 300, 441, 312]
paragraph [43, 1754, 210, 1808]
onion-body-1 [775, 1599, 1141, 1934]
paragraph [405, 2222, 574, 2258]
indigo-aircraft-photo [418, 522, 774, 731]
ad-product-list [1270, 162, 1493, 300]
seer-body [404, 1605, 763, 1917]
list-item: ಪ್ಲಾನೆಟರಿ ಮಿಕ್ಸರ್ಸ್ [1343, 202, 1420, 217]
paragraph [775, 1599, 952, 1688]
smartphones-body [43, 1594, 210, 1934]
decorative-bar [0, 347, 4, 1036]
indigo-body-right [783, 522, 1117, 714]
lead-headline-red: ದ್ವಿಪಕ್ಷೀಯ ವ್ಯಾಪಾರಕ್ಕೆ [141, 775, 1081, 929]
paragraph [411, 1399, 579, 1470]
paragraph [775, 1300, 941, 1371]
paragraph-text: ಈ ಸಂಬಂಧ ದಾಖಲಿಸಿದ ಪ್ರಕರಣವನ್ನು ಗಂಭೀರವಾಗಿ ಪರಿಗಣಿಸಿದ ಕಬ್ಬನ್ ಪಾರ್ಕ್ ಪೊಲೀಸರು ತನಿಖೆ ಚುರುಕುಗೊಳಿಸಿದ್ದಾರೆ. ಈಗಾಗಲೇ ಪಬ್ ಮ್ಯಾನೇಜರ್‌ಅನ್ನು ಒಂದು ಗಂಟೆ ಕಾಲ ವಿಚಾರಣೆ ನಡೆಸಿ, ಮಾಹಿತಿ ಸಂಗ್ರಹಿಸಿದ್ದಾರೆ. ಘಟನೆಗೆ ಕಾರಣ ಏನು, ದುರ್ವರ್ತನೆಗೆ ಏನು ಕಾರಣ ಏಕಾಏಕಿ ಜನರನ್ನ ಕಂಡು ದುರ್ವರ್ತನೆ [1135, 559, 1495, 624]
srk-body [1135, 417, 1495, 720]
list-item: ಜ್ಯೂಸ್ ಮೆಷಿನ್‌ಗಳು [1339, 258, 1424, 273]
edition-info-english: Sanjevani Kannada Daily I Mangalore I Friday I 5 December 2025 I Vol: 23 Issue 28 I Pages 8 I RNINo:KARKAN/2004/14701 I Rs.2.00 [625, 80, 1448, 93]
paragraph [1235, 2083, 1495, 2154]
list-item: ವರ್ಟಿಕಲ್ ಕೇಕ್ ಡಿಸ್ಪ್ಲೇ. [1333, 276, 1430, 291]
onion-headline: ಈರುಳ್ಳಿ ಬೆಲೆ ಪಾತಾಳಕ್ಕೆ ಕಣ್ಣೀರಿಟ್ಟ ರೈತರು [863, 1538, 1405, 1586]
paragraph [775, 1175, 941, 1300]
paragraph-text: ಮುಂಬೈ,ಡಿ.5–ಡಾಲರ್ ಎದುರು ರೂಪಾಯಿ ಮೌಲ್ಯ ಸಾರ್ವಕಾಲಿಕ ಕುಸಿತ ಕಂಡಿರುವ ನಡುವೆಯೇ ಷೇರು ಸೂಚ್ಯಂಕಗಳಾದ ಸೆನ್ಸೆಕ್ಸ್ ಮತ್ತು ನಿಫ್ಟಿ ಕೆಂಪುಬಣ್ಣ ತೋರಿಸಿರುವುದು ಷೇರು ಕುಸಿತಕ್ಕೆ ಕಾರಣವಾಗಿದೆ [584, 2038, 866, 2089]
kritika-headline-1: ಕೃತಿಕಾ ರೆಡ್ಡಿ ಕೊಲೆ: [1113, 1948, 1343, 1991]
paragraph-text: ಬೆಂಗಳೂರು, ಡಿ.5– ರಾಜ್ಯಾದ್ಯಂತ ಸಂಚಲನ ಸೃಷ್ಟಿಸಿದ್ದ ತಜ್ಞ ವೈದ್ಯೆ ಡಾ.ಕೃತಿಕಾ ರೆಡ್ಡಿ ಕೊಲೆ ಪ್ರಕರಣದ ವಿಚಾರಣೆಗೆ ಸರ್ಕಾರ ಎಸ್‌ಪಿಪಿಯನ್ನಾಗಿ ಹಿರಿಯ ವಕೀಲರಾದ ಪ್ರಸನ್ನಕುಮಾರ್ ಅವರನ್ನು ನೇಮಕ ಮಾಡಿ ಆದೇಶ ಮಾಡಿದೆ. [961, 2049, 1221, 2117]
paragraph [404, 1751, 763, 1840]
paragraph [222, 1104, 388, 1193]
onion-harvest-photo [1150, 1599, 1493, 1799]
edition-info: ಮಂಗಳೂರು ಶುಕ್ರವಾರ 5 ಡಿಸೆಂಬರ್ 2025 । ಸಂಪುಟ 23 । ಸಂಚಿಕೆ 28 ಪುಟ 8 । ಬೆಲೆ 2.00 [44, 80, 414, 93]
paragraph-text: ಹೈದರಾಬಾದ್ ಹೌಸ್‌ನಲ್ಲಿ ನಡೆದ ದ್ವಿಪಕ್ಷೀಯ ಮಾತುಕತೆಯಲ್ಲಿ ಪ್ರಧಾನಿ ನರೇಂದ್ರ ಮೋದಿ ಮತ್ತು ರಷ್ಯಾ ಅಧ್ಯಕ್ಷ ವ್ಲಾಡಿಮಿರ್ ಪುಟಿನ್ ಅವರು ಎರಡೂ ದೇಶಗಳ ನಡುವೆ ಬಾಂಧವ್ಯ ಬಲವರ್ಧನೆಗೊಳಿಸುವ ಸಂಬಂಧ ಸುದೀರ್ಘ ಚರ್ಚೆ ನಡೆಸಿದರು. [775, 1052, 941, 1174]
paragraph-text: ತಕ್ಷಣವೇ ಮೆಟ್ರೋ ರೈಲು ಸಂಚಾರ ಸ್ಥಗಿತಗೊಳಿಸಿ ಸ್ಥಳದಲ್ಲಿಯೇ ಮೃತಪಟ್ಟ ಶಾಂತಗೌಡನ ಮೃತದೇಹವನ್ನು ರಾಜರಾಜೇಶ್ವರಿನಗರ ಆಸ್ಪತ್ರೆಯ ಶವಾಗಾರಕ್ಕೆ ಕಳುಹಿಸಲಾಗಿದೆ ಎಂದು ಡಿಸಿಪಿ ಅನಿತಾ ಹದ್ದಣ್ಣವರ್ ತಿಳಿಸಿದ್ದಾರೆ. [1210, 1265, 1493, 1404]
dove-emblem-icon [270, 126, 411, 267]
smartphones-headline: ಭಾರತದ ಸ್ಮಾರ್ಟ್‌ಫೋನ್‌ಗಳು ಅಮೆರಿಕದಲ್ಲಿ ಜನಪ್ರಿಯ [55, 1531, 379, 1589]
kritika-story [961, 1948, 1495, 2289]
continued-page-link[interactable]: ಪುಟ 2 [536, 2274, 573, 2289]
paragraph-text: ಉತ್ತರ ಕರ್ನಾಟಕ ಭಾಗದಲ್ಲಿ ದಾಸೋಹ ರತ್ನ ಎಂದೇ ಹೆಸರಾಗಿದ್ದ ಶ್ರೀ ಬಸವಗೋಪಾಲ ನೀಲಾ ಮಾಣಿಕ್ಯ ಮಠದ ಚಕ್ರವರ್ತಿ ದಾನೇಶ್ವರ (75) ಲಿಂಗೈಕ್ಯರಾಗಿದ್ದಾರೆ. [404, 1611, 637, 1679]
paragraph [45, 1303, 386, 1374]
donbas-body-1 [43, 2081, 213, 2289]
